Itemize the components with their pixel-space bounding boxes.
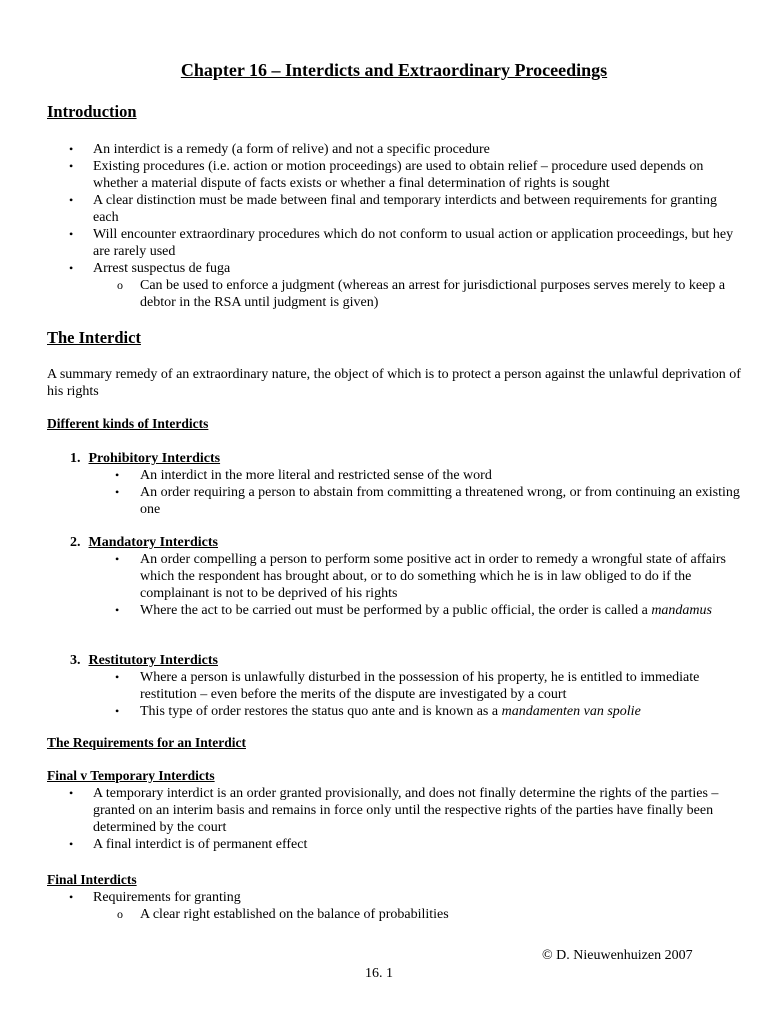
kind-number: 3. xyxy=(70,653,81,668)
bullet-icon: • xyxy=(115,468,120,482)
list-item-text: Can be used to enforce a judgment (whereas an arrest for jurisdictional purposes serves merely to keep a debtor in the RSA until judgment is given) xyxy=(140,278,726,310)
sub-list-item xyxy=(0,906,768,923)
kind-name: Prohibitory Interdicts xyxy=(88,451,221,466)
chapter-title: Chapter 16 – Interdicts and Extraordinary Proceedings xyxy=(180,60,608,80)
kind-2-label xyxy=(70,534,218,551)
bullet-icon: • xyxy=(115,670,120,684)
kind-1-bullets xyxy=(0,467,768,518)
list-item-text: Existing procedures (i.e. action or motion proceedings) are used to obtain relief – procedure used depends on whether a material dispute of facts exists or whether a final determination of rights is sought xyxy=(93,159,704,191)
interdict-definition: A summary remedy of an extraordinary nature, the object of which is to protect a person against the unlawful deprivation of his rights xyxy=(47,367,741,399)
list-item xyxy=(0,669,768,703)
bullet-icon: • xyxy=(69,890,74,904)
kinds-heading: Different kinds of Interdicts xyxy=(47,416,209,431)
list-item xyxy=(0,158,768,192)
sub-list-item xyxy=(0,277,768,311)
bullet-icon: • xyxy=(115,704,120,718)
list-item-text: A clear right established on the balance of probabilities xyxy=(140,907,449,922)
list-item-text: An interdict in the more literal and restricted sense of the word xyxy=(140,468,492,483)
list-item xyxy=(0,889,768,906)
list-item xyxy=(0,226,768,260)
final-v-temporary-heading: Final v Temporary Interdicts xyxy=(47,768,215,783)
kind-name: Mandatory Interdicts xyxy=(88,535,218,550)
kind-2-bullets xyxy=(0,551,768,619)
bullet-icon: • xyxy=(69,159,74,173)
list-item-text: An order compelling a person to perform some positive act in order to remedy a wrongful state of affairs which the respondent has brought about, or to do something which he is in law obliged to do if the complainant is not to be deprived of his rights xyxy=(140,552,727,601)
circle-bullet-icon: o xyxy=(117,907,123,921)
bullet-icon: • xyxy=(69,261,74,275)
bullet-icon: • xyxy=(69,227,74,241)
list-item-text: An order requiring a person to abstain from committing a threatened wrong, or from continuing an existing one xyxy=(140,485,740,517)
list-item xyxy=(0,192,768,226)
list-item xyxy=(0,467,768,484)
list-item xyxy=(0,602,768,619)
list-item-text: A temporary interdict is an order granted provisionally, and does not finally determine the rights of the parties – granted on an interim basis and remains in force only until the respective rights of the parties have finally been determined by the court xyxy=(93,786,719,835)
list-item-text: An interdict is a remedy (a form of relive) and not a specific procedure xyxy=(93,142,490,157)
intro-heading: Introduction xyxy=(47,102,137,121)
requirements-heading: The Requirements for an Interdict xyxy=(47,735,246,750)
kind-number: 1. xyxy=(70,451,81,466)
kind-number: 2. xyxy=(70,535,81,550)
interdict-heading: The Interdict xyxy=(47,328,141,347)
list-item-text: A clear distinction must be made between final and temporary interdicts and between requirements for granting each xyxy=(93,193,717,225)
bullet-icon: • xyxy=(69,193,74,207)
kind-1-label xyxy=(70,450,220,467)
final-interdicts-heading: Final Interdicts xyxy=(47,872,137,887)
circle-bullet-icon: o xyxy=(117,278,123,292)
list-item-text: This type of order restores the status quo ante and is known as a xyxy=(140,704,502,719)
kind-name: Restitutory Interdicts xyxy=(88,653,218,668)
italic-term: mandamenten van spolie xyxy=(501,704,641,719)
bullet-icon: • xyxy=(115,603,120,617)
copyright-notice: © D. Nieuwenhuizen 2007 xyxy=(542,948,693,963)
bullet-icon: • xyxy=(115,552,120,566)
bullet-icon: • xyxy=(69,142,74,156)
page-number: 16. 1 xyxy=(365,966,393,981)
intro-bullet-list xyxy=(0,141,768,311)
final-interdicts-bullets xyxy=(0,889,768,923)
list-item-text: Where a person is unlawfully disturbed in the possession of his property, he is entitled to immediate restitution – even before the merits of the dispute are investigated by a court xyxy=(140,670,700,702)
list-item-text: Requirements for granting xyxy=(93,890,241,905)
kind-3-label xyxy=(70,652,218,669)
bullet-icon: • xyxy=(69,786,74,800)
kind-3-bullets xyxy=(0,669,768,720)
list-item xyxy=(0,141,768,158)
list-item xyxy=(0,551,768,602)
list-item-text: A final interdict is of permanent effect xyxy=(93,837,308,852)
italic-term: mandamus xyxy=(651,603,712,618)
bullet-icon: • xyxy=(115,485,120,499)
list-item xyxy=(0,703,768,720)
final-v-temporary-bullets xyxy=(0,785,768,853)
list-item xyxy=(0,260,768,277)
list-item-text: Where the act to be carried out must be performed by a public official, the order is called a xyxy=(140,603,652,618)
list-item xyxy=(0,836,768,853)
bullet-icon: • xyxy=(69,837,74,851)
list-item-text: Will encounter extraordinary procedures which do not conform to usual action or application proceedings, but hey are rarely used xyxy=(93,227,734,259)
list-item xyxy=(0,484,768,518)
list-item-text: Arrest suspectus de fuga xyxy=(93,261,231,276)
list-item xyxy=(0,785,768,836)
